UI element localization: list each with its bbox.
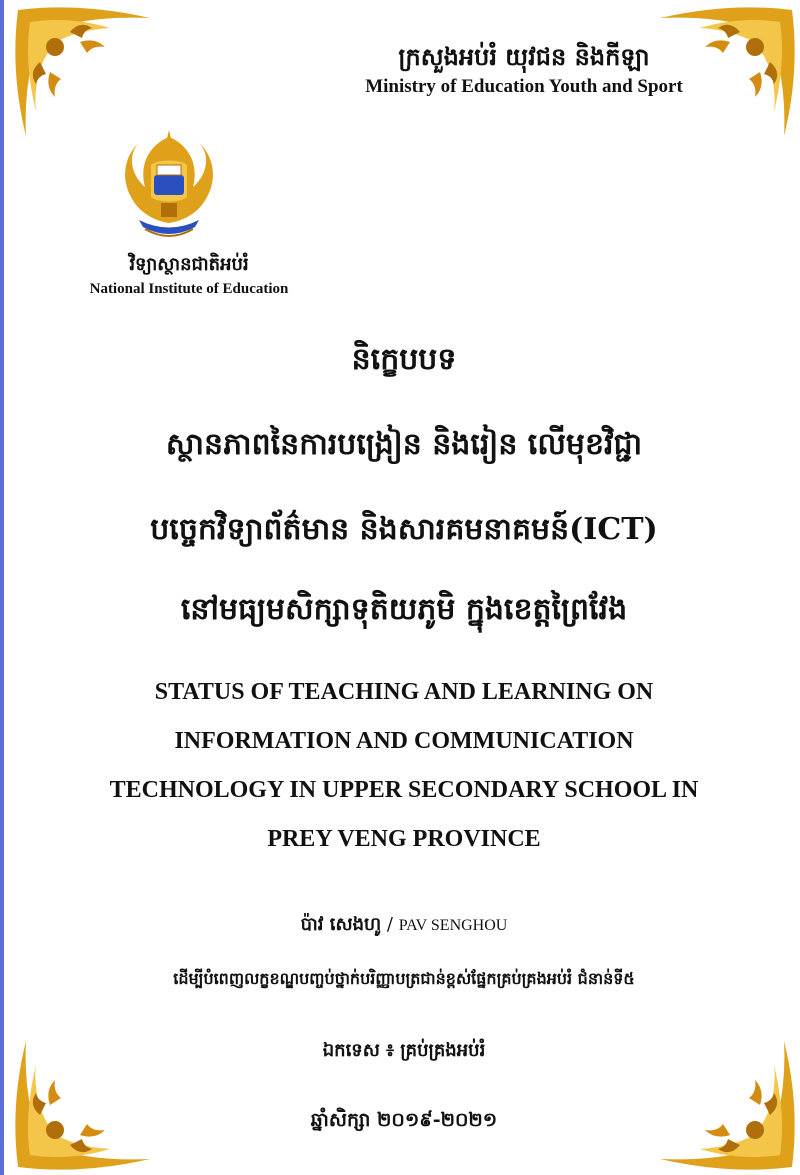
khmer-title-line-1: ស្ថានភាពនៃការបង្រៀន និងរៀន លើមុខវិជ្ជា bbox=[165, 427, 643, 462]
corner-ornament-top-left bbox=[10, 2, 160, 142]
ministry-name-english: Ministry of Education Youth and Sport bbox=[365, 76, 683, 97]
english-title-line-1: STATUS OF TEACHING AND LEARNING ON bbox=[154, 679, 654, 705]
khmer-title-line-2: បច្ចេកវិទ្យាព័ត៌មាន និងសារគមនាគមន៍(ICT) bbox=[150, 512, 658, 547]
english-title-line-4: PREY VENG PROVINCE bbox=[267, 826, 541, 852]
institute-name-english: National Institute of Education bbox=[89, 281, 289, 297]
ministry-header bbox=[304, 40, 744, 100]
major-field: ឯកទេស ៖ គ្រប់គ្រងអប់រំ bbox=[322, 1040, 486, 1061]
document-type-heading: និក្ខេបបទ bbox=[351, 342, 457, 377]
author-name-khmer: ប៉ាវ សេងហូ bbox=[300, 914, 382, 935]
author-line bbox=[4, 912, 800, 939]
author-separator: / bbox=[381, 914, 399, 935]
academic-year: ឆ្នាំសិក្សា ២០១៩-២០២១ bbox=[310, 1109, 498, 1131]
institute-name bbox=[34, 252, 344, 300]
author-name-english: PAV SENGHOU bbox=[398, 917, 508, 934]
english-title bbox=[24, 668, 784, 864]
institute-emblem-icon bbox=[109, 125, 229, 250]
ministry-name-khmer: ក្រសួងអប់រំ យុវជន និងកីឡា bbox=[398, 42, 650, 71]
english-title-line-3: TECHNOLOGY IN UPPER SECONDARY SCHOOL IN bbox=[109, 777, 699, 803]
institute-name-khmer: វិទ្យាស្ថានជាតិអប់រំ bbox=[129, 254, 249, 275]
english-title-line-2: INFORMATION AND COMMUNICATION bbox=[174, 728, 634, 754]
degree-purpose: ដើម្បីបំពេញលក្ខខណ្ឌបញ្ចប់ថ្នាក់បរិញ្ញាបត្រជាន់ខ្ពស់ផ្នែកគ្រប់គ្រងអប់រំ ជំនាន់ទី៥ bbox=[173, 969, 635, 988]
khmer-title-line-3: នៅមធ្យមសិក្សាទុតិយភូមិ ក្នុងខេត្តព្រៃវែង bbox=[180, 592, 628, 627]
